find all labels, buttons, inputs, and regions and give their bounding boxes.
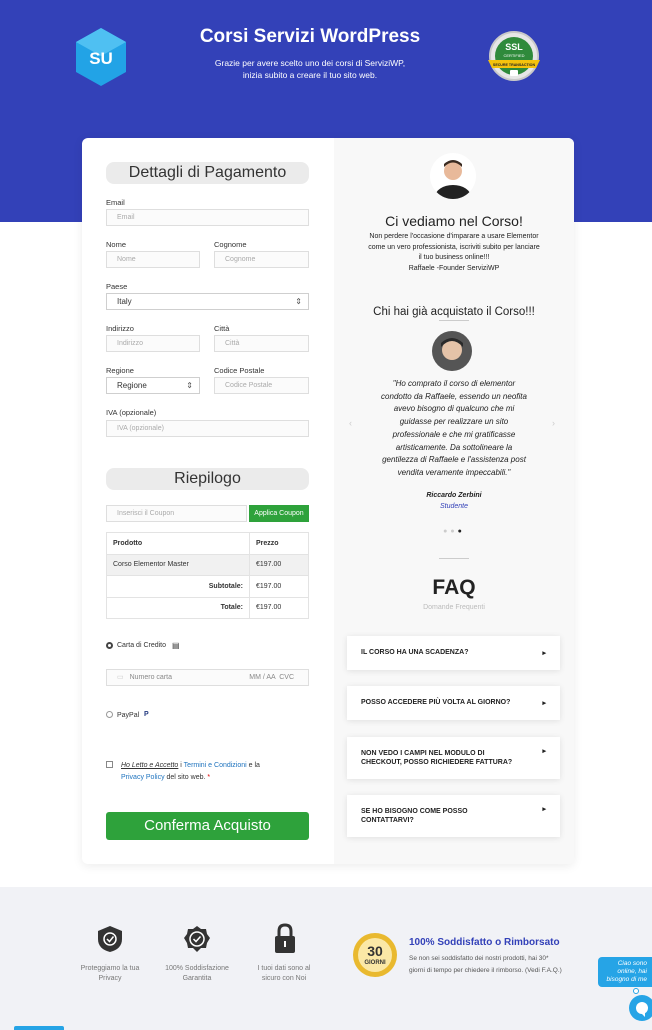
iva-field[interactable]: IVA (opzionale) xyxy=(106,420,309,437)
testimonial-line: professionale e che mi gratificasse xyxy=(392,429,516,439)
faq-title: FAQ xyxy=(432,576,476,599)
feature-privacy xyxy=(70,964,150,984)
country-select-value: Italy xyxy=(117,297,132,306)
founder-photo xyxy=(430,153,476,199)
page-title: Corsi Servizi WordPress xyxy=(199,26,421,47)
divider xyxy=(439,558,469,559)
chat-line2: online, hai xyxy=(617,968,647,975)
terms-prefix: Ho Letto e Accetto xyxy=(121,762,179,769)
badge-word: GIORNI xyxy=(364,960,386,966)
subtotal-label: Subtotale: xyxy=(107,576,250,598)
credit-card-radio[interactable] xyxy=(106,642,113,649)
payment-details-title: Dettagli di Pagamento xyxy=(106,162,309,184)
feature-privacy-line1: Proteggiamo la tua xyxy=(80,965,140,972)
faq-question: POSSO ACCEDERE PIÙ VOLTA AL GIORNO? xyxy=(361,699,511,706)
faq-item[interactable] xyxy=(347,795,560,837)
select-arrows-icon: ⇕ xyxy=(295,297,302,306)
founder-avatar xyxy=(430,153,476,199)
carousel-prev-icon[interactable]: ‹ xyxy=(349,418,352,428)
shield-check-icon xyxy=(97,925,123,953)
email-field[interactable]: Email xyxy=(106,209,309,226)
table-row xyxy=(107,554,309,576)
carousel-dot[interactable]: ● xyxy=(443,528,451,535)
badge-check-icon xyxy=(183,925,211,953)
cognome-label: Cognome xyxy=(214,240,247,249)
divider xyxy=(439,320,469,321)
nome-field[interactable]: Nome xyxy=(106,251,200,268)
terms-and: e la xyxy=(246,762,260,769)
feature-satisfaction xyxy=(157,964,237,984)
carousel-dot-active[interactable]: ● xyxy=(457,528,465,535)
terms-checkbox[interactable] xyxy=(106,761,113,768)
30-days-badge-icon xyxy=(352,932,398,978)
paypal-icon: P xyxy=(144,711,149,718)
faq-subtitle: Domande Frequenti xyxy=(423,604,485,611)
welcome-title: Ci vediamo nel Corso! xyxy=(385,213,523,229)
postal-code-field[interactable]: Codice Postale xyxy=(214,377,309,394)
nome-label: Nome xyxy=(106,240,127,249)
faq-question: IL CORSO HA UNA SCADENZA? xyxy=(361,649,469,656)
caret-right-icon: ▸ xyxy=(542,700,546,707)
badge-number: 30 xyxy=(367,943,383,959)
feature-privacy-line2: Privacy xyxy=(98,975,122,982)
faq-item[interactable] xyxy=(347,737,560,779)
testimonial-role: Studente xyxy=(439,503,469,510)
testimonial-line: guidasse per realizzare un sito xyxy=(399,417,509,427)
hero-subtitle xyxy=(180,57,440,81)
testimonial-text xyxy=(334,378,574,480)
logo-text: SU xyxy=(89,49,113,68)
feature-secure-data xyxy=(244,964,324,984)
chat-button[interactable] xyxy=(629,995,652,1021)
iva-label: IVA (opzionale) xyxy=(106,408,157,417)
guarantee-line1: Se non sei soddisfatto dei nostri prodotti, hai 30* xyxy=(409,955,549,962)
paypal-label: PayPal xyxy=(117,712,140,719)
faq-item[interactable] xyxy=(347,686,560,720)
feature-secure-line2: sicuro con Noi xyxy=(261,975,307,982)
welcome-line2: come un vero professionista, iscriviti subito per lanciare xyxy=(368,243,540,251)
carousel-dots[interactable] xyxy=(334,528,574,535)
privacy-link[interactable]: Privacy Policy xyxy=(121,774,165,781)
table-row xyxy=(107,597,309,619)
col-price: Prezzo xyxy=(250,533,309,555)
terms-link[interactable]: Termini e Condizioni xyxy=(183,762,247,769)
feature-satisfaction-line1: 100% Soddisfazione xyxy=(165,965,229,972)
ssl-badge xyxy=(486,30,542,84)
credit-card-label: Carta di Credito xyxy=(117,642,167,649)
email-label: Email xyxy=(106,198,125,207)
subtotal-value: €197.00 xyxy=(250,576,309,598)
cognome-field[interactable]: Cognome xyxy=(214,251,309,268)
table-header-row xyxy=(107,533,309,555)
online-status-dot xyxy=(633,988,639,994)
apply-coupon-button[interactable]: Applica Coupon xyxy=(249,505,309,522)
ssl-text: SSL xyxy=(505,42,523,52)
terms-text xyxy=(121,760,311,784)
citta-label: Città xyxy=(214,324,230,333)
faq-question-line2: CHECKOUT, POSSO RICHIEDERE FATTURA? xyxy=(361,758,513,766)
testimonial-photo xyxy=(432,331,472,371)
region-select[interactable] xyxy=(106,377,200,394)
guarantee-text xyxy=(409,953,562,977)
table-row xyxy=(107,576,309,598)
citta-field[interactable]: Città xyxy=(214,335,309,352)
hero-subtitle-line2: inizia subito a creare il tuo sito web. xyxy=(242,70,378,80)
guarantee-title: 100% Soddisfatto o Rimborsato xyxy=(409,937,560,948)
select-arrows-icon: ⇕ xyxy=(186,381,193,390)
testimonial-line: condotto da Raffaele, essendo un neofita xyxy=(381,391,527,401)
cap-label: Codice Postale xyxy=(214,366,265,375)
chat-greeting[interactable] xyxy=(598,957,652,987)
indirizzo-field[interactable]: Indirizzo xyxy=(106,335,200,352)
terms-suffix: del sito web. xyxy=(164,774,206,781)
paese-label: Paese xyxy=(106,282,128,291)
card-number-placeholder: Numero carta xyxy=(129,674,172,681)
testimonial-line: "Ho comprato il corso di elementor xyxy=(392,379,516,388)
summary-title: Riepilogo xyxy=(106,468,309,490)
region-select-value: Regione xyxy=(117,381,147,390)
testimonial-line: vendita veramente impeccabili." xyxy=(397,467,511,477)
faq-question: SE HO BISOGNO COME POSSO xyxy=(361,808,468,815)
product-name: Corso Elementor Master xyxy=(107,554,250,576)
product-price: €197.00 xyxy=(250,554,309,576)
welcome-signature: Raffaele -Founder ServiziWP xyxy=(408,264,500,272)
carousel-dot[interactable]: ● xyxy=(450,528,458,535)
card-icon: ▭ xyxy=(117,674,124,681)
feature-secure-line1: I tuoi dati sono al xyxy=(257,965,311,972)
terms-mid: i xyxy=(178,762,184,769)
guarantee-line2: giorni di tempo per chiedere il rimborso. (Vedi F.A.Q.) xyxy=(409,967,562,974)
testimonial-line: gentilezza di Raffaele e l'assistenza post xyxy=(382,455,526,465)
carousel-next-icon[interactable]: › xyxy=(552,418,555,428)
serviziwp-logo xyxy=(76,28,126,86)
coupon-field[interactable]: Inserisci il Coupon xyxy=(106,505,247,522)
buyers-title: Chi hai già acquistato il Corso!!! xyxy=(373,306,535,318)
card-number-field[interactable] xyxy=(106,669,309,686)
caret-right-icon: ▸ xyxy=(542,650,546,657)
welcome-line3: il tuo business online!!! xyxy=(418,254,490,261)
chat-line1: Ciao sono xyxy=(617,960,647,967)
testimonial-author: Riccardo Zerbini xyxy=(426,492,482,499)
caret-right-icon: ▸ xyxy=(542,748,546,755)
ssl-ribbon-text: SECURE TRANSACTION xyxy=(492,63,536,67)
testimonial-line: avevo bisogno di qualcuno che mi xyxy=(393,404,515,414)
faq-question: NON VEDO I CAMPI NEL MODULO DI xyxy=(361,750,485,757)
chat-bubble-icon xyxy=(629,995,652,1021)
testimonial-avatar xyxy=(432,331,472,371)
feature-satisfaction-line2: Garantita xyxy=(182,975,212,982)
chat-line3: bisogno di me xyxy=(606,976,647,983)
required-marker: * xyxy=(205,774,211,781)
testimonial-line: artisticamente. Da sottolineare la xyxy=(395,442,513,452)
caret-right-icon: ▸ xyxy=(542,806,546,813)
ssl-certified-text: CERTIFIED xyxy=(503,53,525,58)
lock-icon xyxy=(273,923,297,955)
total-label: Totale: xyxy=(107,597,250,619)
hero-subtitle-line1: Grazie per avere scelto uno dei corsi di ServiziWP, xyxy=(214,58,406,68)
paypal-radio[interactable] xyxy=(106,711,113,718)
regione-label: Regione xyxy=(106,366,134,375)
credit-card-icon: ▤ xyxy=(172,641,180,650)
faq-item[interactable] xyxy=(347,636,560,670)
indirizzo-label: Indirizzo xyxy=(106,324,134,333)
welcome-line1: Non perdere l'occasione d'imparare a usare Elementor xyxy=(369,233,539,240)
welcome-text xyxy=(334,232,574,274)
faq-question-line2: CONTATTARVI? xyxy=(361,816,414,824)
total-value: €197.00 xyxy=(250,597,309,619)
card-exp-cvc: MM / AA CVC xyxy=(249,674,294,681)
country-select[interactable] xyxy=(106,293,309,310)
order-summary-table xyxy=(106,532,309,619)
col-product: Prodotto xyxy=(107,533,250,555)
confirm-purchase-button[interactable]: Conferma Acquisto xyxy=(106,812,309,840)
bottom-tab[interactable] xyxy=(14,1026,64,1030)
